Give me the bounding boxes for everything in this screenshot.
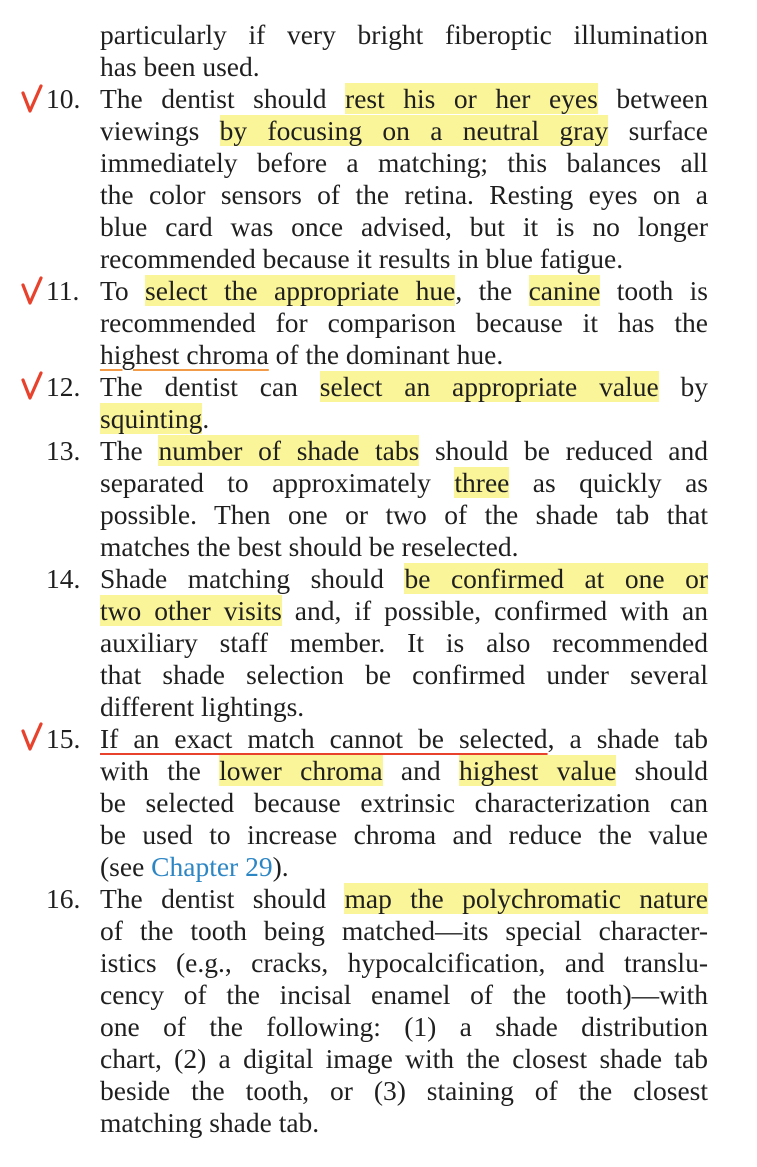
highlighted-text: two other visits <box>100 595 282 626</box>
item-line <box>100 851 708 883</box>
item-line <box>100 595 708 627</box>
highlighted-text: lower chroma <box>219 755 383 786</box>
red-check-mark-icon <box>20 276 44 306</box>
intro-line: particularly if very bright fiberoptic illumination <box>100 19 708 50</box>
item-line <box>100 723 708 755</box>
highlighted-text: canine <box>528 275 601 306</box>
item-line: that shade selection be confirmed under several <box>100 659 708 690</box>
chapter-link[interactable]: Chapter 29 <box>151 851 273 882</box>
text-segment: , the <box>455 275 529 306</box>
item-number: 13. <box>46 435 81 466</box>
text-segment: Shade matching should <box>100 563 405 594</box>
text-segment: surface <box>608 115 708 146</box>
item-number: 12. <box>46 371 81 402</box>
highlighted-text: rest his or her eyes <box>345 83 598 114</box>
item-number: 16. <box>46 883 81 914</box>
text-segment: with the <box>100 755 220 786</box>
item-line: matching shade tab. <box>100 1107 320 1138</box>
item-line: matches the best should be reselected. <box>100 531 519 562</box>
item-line <box>100 435 708 467</box>
item-line: chart, (2) a digital image with the closest shade tab <box>100 1043 708 1074</box>
item-line: be used to increase chroma and reduce the value <box>100 819 708 850</box>
item-line: recommended for comparison because it has the <box>100 307 708 338</box>
text-segment: ). <box>272 851 289 882</box>
text-segment: The dentist should <box>100 883 345 914</box>
item-line <box>100 403 708 435</box>
item-line <box>100 275 708 307</box>
item-number: 11. <box>46 275 80 306</box>
item-line <box>100 883 708 915</box>
item-line <box>100 467 708 499</box>
item-line: cency of the incisal enamel of the tooth)—with <box>100 979 708 1010</box>
text-segment: (see <box>100 851 152 882</box>
item-line: immediately before a matching; this balances all <box>100 147 708 178</box>
text-segment: of the dominant hue. <box>268 339 504 370</box>
item-line: auxiliary staff member. It is also recommended <box>100 627 708 658</box>
red-check-mark-icon <box>20 722 44 752</box>
text-segment: separated to approximately <box>100 467 455 498</box>
item-line: blue card was once advised, but it is no longer <box>100 211 708 242</box>
text-segment: by <box>658 371 709 402</box>
text-segment: between <box>597 83 708 114</box>
text-segment: The dentist can <box>100 371 320 402</box>
red-check-mark-icon <box>20 371 44 401</box>
intro-line: has been used. <box>100 51 260 82</box>
highlighted-text: number of shade tabs <box>158 435 420 466</box>
text-segment: The <box>100 435 159 466</box>
highlighted-text: select an appropriate value <box>319 371 659 402</box>
text-segment: should <box>616 755 708 786</box>
item-line: istics (e.g., cracks, hypocalcification, and translu- <box>100 947 708 978</box>
item-line: of the tooth being matched—its special character- <box>100 915 708 946</box>
highlighted-text: squinting <box>100 403 203 434</box>
item-number: 14. <box>46 563 81 594</box>
item-line <box>100 371 708 403</box>
underlined-text: highest chroma <box>100 339 269 370</box>
highlighted-text: map the polychromatic nature <box>344 883 708 914</box>
text-segment: and <box>382 755 459 786</box>
highlighted-text: select the appropriate hue <box>145 275 456 306</box>
text-segment: The dentist should <box>100 83 346 114</box>
highlighted-text: be confirmed at one or <box>404 563 708 594</box>
text-segment: To <box>100 275 146 306</box>
text-segment: should be reduced and <box>419 435 708 466</box>
text-segment: . <box>202 403 210 434</box>
item-line <box>100 115 708 147</box>
item-line: different lightings. <box>100 691 305 722</box>
text-segment: and, if possible, confirmed with an <box>281 595 708 626</box>
item-number: 15. <box>46 723 81 754</box>
item-line: be selected because extrinsic characterization can <box>100 787 708 818</box>
item-line: beside the tooth, or (3) staining of the closest <box>100 1075 708 1106</box>
item-number: 10. <box>46 83 81 114</box>
item-line: possible. Then one or two of the shade tab that <box>100 499 708 530</box>
underlined-text: If an exact match cannot be selected <box>100 723 548 754</box>
red-check-mark-icon <box>20 84 44 114</box>
text-segment: viewings <box>100 115 220 146</box>
item-line: one of the following: (1) a shade distribution <box>100 1011 708 1042</box>
item-line: recommended because it results in blue fatigue. <box>100 243 624 274</box>
highlighted-text: by focusing on a neutral gray <box>219 115 609 146</box>
item-line <box>100 339 708 371</box>
item-line <box>100 83 708 115</box>
highlighted-text: highest value <box>458 755 617 786</box>
highlighted-text: three <box>454 467 510 498</box>
text-segment: as quickly as <box>509 467 708 498</box>
text-segment: , a shade tab <box>547 723 708 754</box>
text-segment: tooth is <box>600 275 708 306</box>
item-line <box>100 755 708 787</box>
item-line <box>100 563 708 595</box>
item-line: the color sensors of the retina. Resting eyes on a <box>100 179 708 210</box>
